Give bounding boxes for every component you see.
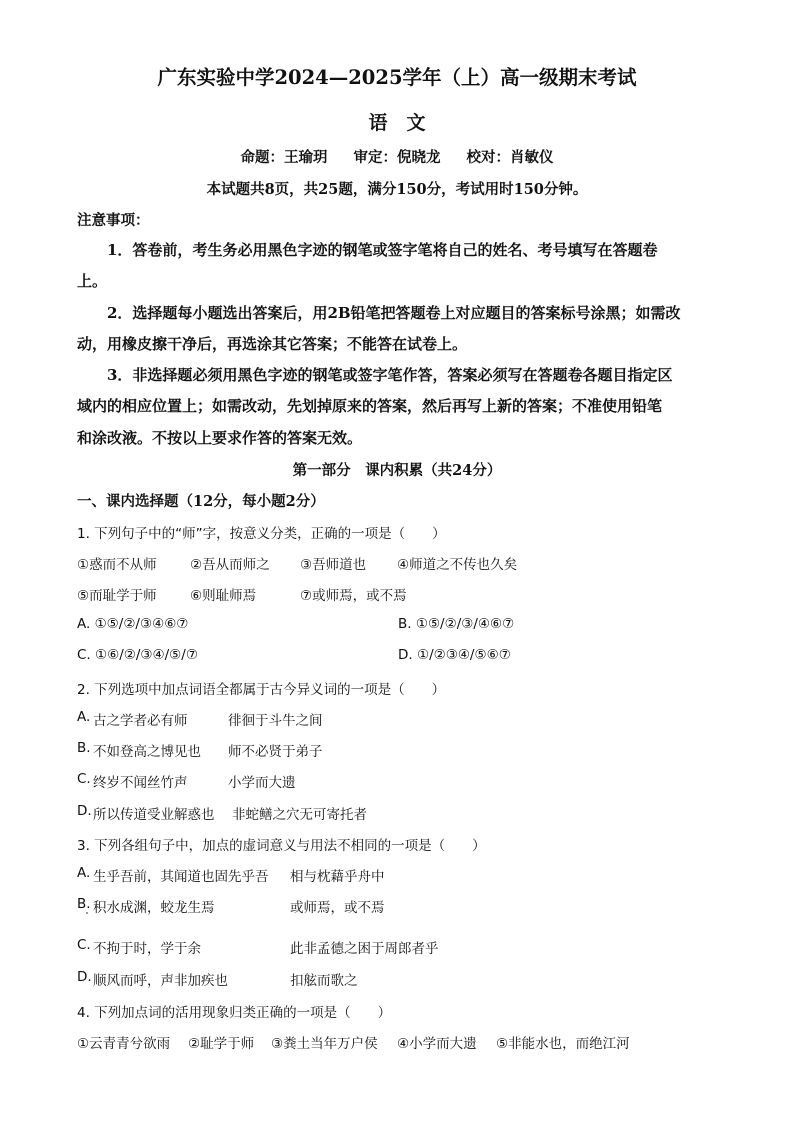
q1-item: ⑤而耻学于师 — [77, 588, 157, 604]
reviewer-credit: 审定：倪晓龙 — [353, 149, 441, 166]
author-credit: 命题：王瑜玥 — [240, 149, 328, 166]
q4-item: ②耻学于师 — [188, 1036, 255, 1052]
option-right-text: 师不必贤于弟子 — [228, 744, 323, 760]
option-right-text: 或师焉，或不焉 — [290, 900, 385, 916]
exam-credits — [0, 146, 794, 167]
q1-item: ①惑而不从师 — [77, 557, 157, 573]
question-1-stem: 1. 下列句子中的“师”字，按意义分类，正确的一项是（ ） — [77, 526, 446, 542]
option-letter: A. — [77, 709, 91, 725]
q3-option-d[interactable] — [77, 969, 358, 989]
option-right-text: 相与枕藉乎舟中 — [290, 869, 385, 885]
q1-item: ④师道之不传也久矣 — [397, 557, 518, 573]
q2-option-d[interactable] — [77, 803, 367, 823]
question-3-stem: 3. 下列各组句子中，加点的虚词意义与用法不相同的一项是（ ） — [77, 838, 486, 854]
option-letter: D. — [77, 969, 92, 985]
stray-mark — [86, 912, 88, 914]
option-left-text: 顺风而呼，声非加疾也 — [93, 973, 228, 989]
question-4-stem: 4. 下列加点词的活用现象归类正确的一项是（ ） — [77, 1005, 392, 1021]
notes-heading: 注意事项： — [77, 212, 150, 229]
q2-option-a[interactable] — [77, 709, 323, 729]
option-right-text: 此非孟德之困于周郎者乎 — [290, 941, 439, 957]
q1-item: ⑥则耻师焉 — [190, 588, 257, 604]
note-line: 1．答卷前，考生务必用黑色字迹的钢笔或签字笔将自己的姓名、考号填写在答题卷 — [107, 241, 658, 259]
q1-option-d[interactable]: D. ①/②③④/⑤⑥⑦ — [398, 647, 511, 663]
note-line: 域内的相应位置上；如需改动，先划掉原来的答案，然后再写上新的答案；不准使用铅笔 — [77, 397, 663, 415]
q3-option-b[interactable] — [77, 896, 385, 916]
q1-item: ⑦或师焉，或不焉 — [300, 588, 407, 604]
section-heading: 一、课内选择题（12分，每小题2分） — [77, 493, 325, 510]
option-right-text: 小学而大遗 — [228, 775, 296, 791]
option-left-text: 不拘于时，学于余 — [93, 941, 201, 957]
option-left-text: 生乎吾前，其闻道也固先乎吾 — [93, 869, 269, 885]
option-letter: D. — [77, 803, 92, 819]
question-2-stem: 2. 下列选项中加点词语全都属于古今异义词的一项是（ ） — [77, 682, 446, 698]
option-letter: A. — [77, 865, 91, 881]
note-line: 3．非选择题必须用黑色字迹的钢笔或签字笔作答，答案必须写在答题卷各题目指定区 — [107, 366, 673, 384]
part-title: 第一部分 课内积累（共24分） — [292, 462, 502, 479]
q1-option-a[interactable]: A. ①⑤/②/③④⑥⑦ — [77, 616, 189, 632]
option-right-text: 扣舷而歌之 — [290, 973, 358, 989]
option-right-text: 徘徊于斗牛之间 — [228, 713, 323, 729]
option-letter: B. — [77, 896, 91, 912]
option-letter: B. — [77, 740, 91, 756]
option-left-text: 终岁不闻丝竹声 — [93, 775, 188, 791]
note-line: 上。 — [77, 272, 108, 290]
proofreader-credit: 校对：肖敏仪 — [466, 149, 554, 166]
q1-item: ②吾从而师之 — [190, 557, 270, 573]
option-left-text: 所以传道受业解惑也 — [93, 807, 215, 823]
q4-item: ⑤非能水也，而绝江河 — [496, 1036, 630, 1052]
exam-info: 本试题共8页，共25题，满分150分，考试用时150分钟。 — [206, 181, 588, 198]
note-line: 2．选择题每小题选出答案后，用2B铅笔把答题卷上对应题目的答案标号涂黑；如需改 — [107, 304, 681, 322]
q1-option-c[interactable]: C. ①⑥/②/③④/⑤/⑦ — [77, 647, 198, 663]
q4-item: ③粪土当年万户侯 — [271, 1036, 378, 1052]
exam-title: 广东实验中学2024—2025学年（上）高一级期末考试 — [157, 66, 637, 89]
q1-option-b[interactable]: B. ①⑤/②/③/④⑥⑦ — [398, 616, 515, 632]
note-line: 动，用橡皮擦干净后，再选涂其它答案；不能答在试卷上。 — [77, 335, 468, 353]
q3-option-c[interactable] — [77, 937, 439, 957]
note-line: 和涂改液。不按以上要求作答的答案无效。 — [77, 429, 363, 447]
subject-heading: 语 文 — [368, 112, 426, 134]
option-right-text: 非蛇鳝之穴无可寄托者 — [232, 807, 367, 823]
option-letter: C. — [77, 771, 91, 787]
option-left-text: 积水成渊，蛟龙生焉 — [93, 900, 215, 916]
option-letter: C. — [77, 937, 91, 953]
q4-item: ④小学而大遗 — [397, 1036, 477, 1052]
q3-option-a[interactable] — [77, 865, 385, 885]
option-left-text: 不如登高之博见也 — [93, 744, 201, 760]
q2-option-b[interactable] — [77, 740, 323, 760]
q1-item: ③吾师道也 — [300, 557, 367, 573]
q4-item: ①云青青兮欲雨 — [77, 1036, 171, 1052]
option-left-text: 古之学者必有师 — [93, 713, 188, 729]
q2-option-c[interactable] — [77, 771, 296, 791]
